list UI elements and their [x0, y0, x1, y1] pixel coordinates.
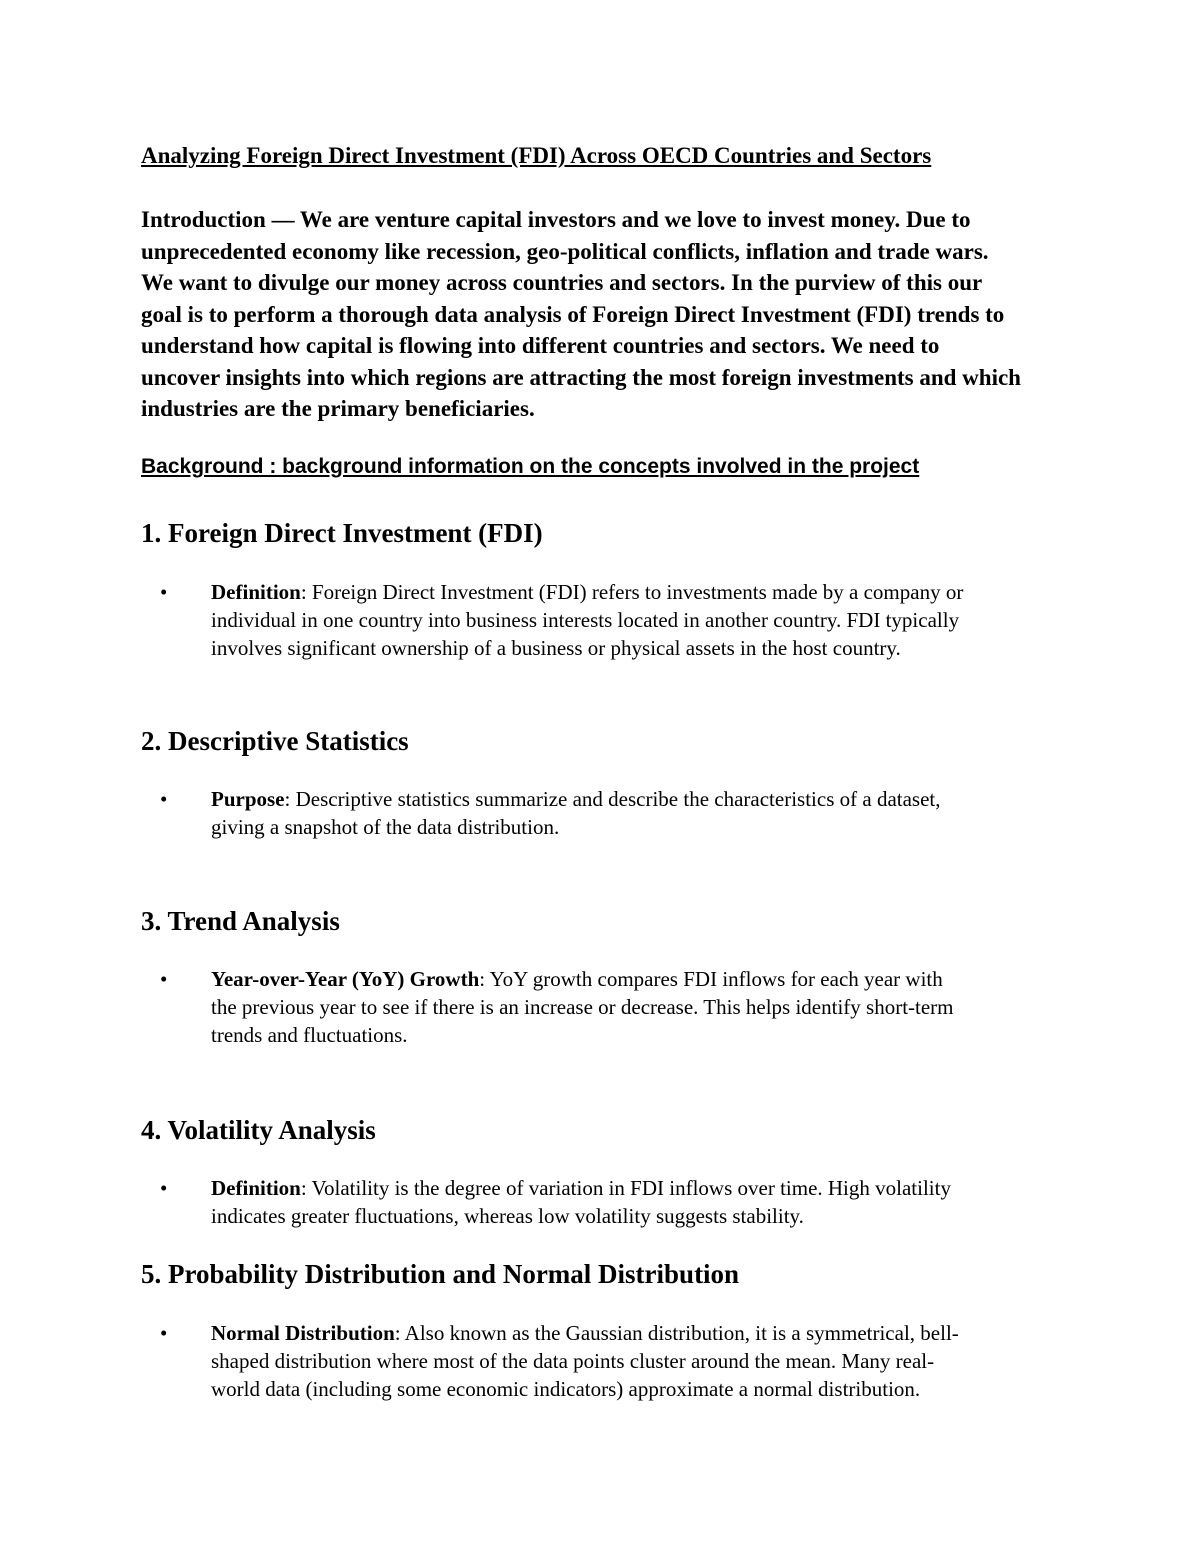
intro-line: uncover insights into which regions are attracting the most foreign investments and which — [141, 364, 1021, 390]
bullet-line: involves significant ownership of a business or physical assets in the host country. — [211, 636, 901, 660]
bullet-line: world data (including some economic indicators) approximate a normal distribution. — [211, 1377, 921, 1401]
intro-line-text: — We are venture capital investors and we love to invest money. Due to — [265, 207, 971, 232]
intro-line: goal is to perform a thorough data analysis of Foreign Direct Investment (FDI) trends to — [141, 301, 1005, 327]
bullet-line: shaped distribution where most of the data points cluster around the mean. Many real- — [211, 1349, 935, 1373]
section-heading-trend-analysis: 3. Trend Analysis — [141, 906, 340, 936]
bullet-icon: • — [160, 967, 168, 991]
introduction-lead: Introduction — [141, 207, 266, 232]
section-heading-fdi: 1. Foreign Direct Investment (FDI) — [141, 518, 543, 548]
bullet-line: trends and fluctuations. — [211, 1023, 408, 1047]
bullet-line — [211, 1319, 1071, 1347]
bullet-line-text: : Descriptive statistics summarize and describe the characteristics of a dataset, — [284, 787, 941, 811]
section-heading-volatility-analysis: 4. Volatility Analysis — [141, 1115, 376, 1145]
bullet-line-text: : Also known as the Gaussian distribution, it is a symmetrical, bell- — [394, 1321, 959, 1345]
bullet-line-text: : YoY growth compares FDI inflows for each year with — [479, 967, 943, 991]
background-heading: Background : background information on the concepts involved in the project — [141, 455, 920, 478]
bullet-line: giving a snapshot of the data distribution. — [211, 815, 560, 839]
bullet-icon: • — [160, 787, 168, 811]
introduction-paragraph — [141, 204, 1071, 425]
bullet-line — [211, 578, 1071, 606]
bullet-term: Definition — [211, 580, 301, 604]
document-title: Analyzing Foreign Direct Investment (FDI) Across OECD Countries and Sectors — [141, 143, 932, 168]
intro-line: unprecedented economy like recession, geo-political conflicts, inflation and trade wars. — [141, 238, 989, 264]
section-heading-probability-distribution: 5. Probability Distribution and Normal Distribution — [141, 1259, 740, 1289]
bullet-line: individual in one country into business interests located in another country. FDI typically — [211, 608, 960, 632]
bullet-line — [211, 1174, 1071, 1202]
bullet-line: indicates greater fluctuations, whereas low volatility suggests stability. — [211, 1204, 804, 1228]
bullet-term: Definition — [211, 1176, 301, 1200]
bullet-line — [211, 965, 1071, 993]
intro-line: We want to divulge our money across countries and sectors. In the purview of this our — [141, 270, 983, 295]
bullet-line-text: : Foreign Direct Investment (FDI) refers to investments made by a company or — [300, 580, 964, 604]
bullet-term: Purpose — [211, 787, 285, 811]
bullet-term: Year-over-Year (YoY) Growth — [211, 967, 480, 991]
bullet-line: the previous year to see if there is an increase or decrease. This helps identify short-term — [211, 995, 954, 1019]
intro-line — [141, 204, 1071, 236]
bullet-text — [211, 965, 1071, 1049]
bullet-line-text: : Volatility is the degree of variation in FDI inflows over time. High volatility — [300, 1176, 951, 1200]
bullet-icon: • — [160, 580, 168, 604]
bullet-line — [211, 785, 1071, 813]
bullet-text — [211, 1174, 1071, 1230]
bullet-icon: • — [160, 1176, 168, 1200]
bullet-term: Normal Distribution — [211, 1321, 395, 1345]
bullet-text — [211, 1319, 1071, 1403]
intro-line: understand how capital is flowing into different countries and sectors. We need to — [141, 333, 940, 358]
section-heading-descriptive-statistics: 2. Descriptive Statistics — [141, 726, 409, 756]
bullet-text — [211, 578, 1071, 662]
intro-line: industries are the primary beneficiaries. — [141, 396, 535, 421]
bullet-text — [211, 785, 1071, 841]
bullet-icon: • — [160, 1321, 168, 1345]
